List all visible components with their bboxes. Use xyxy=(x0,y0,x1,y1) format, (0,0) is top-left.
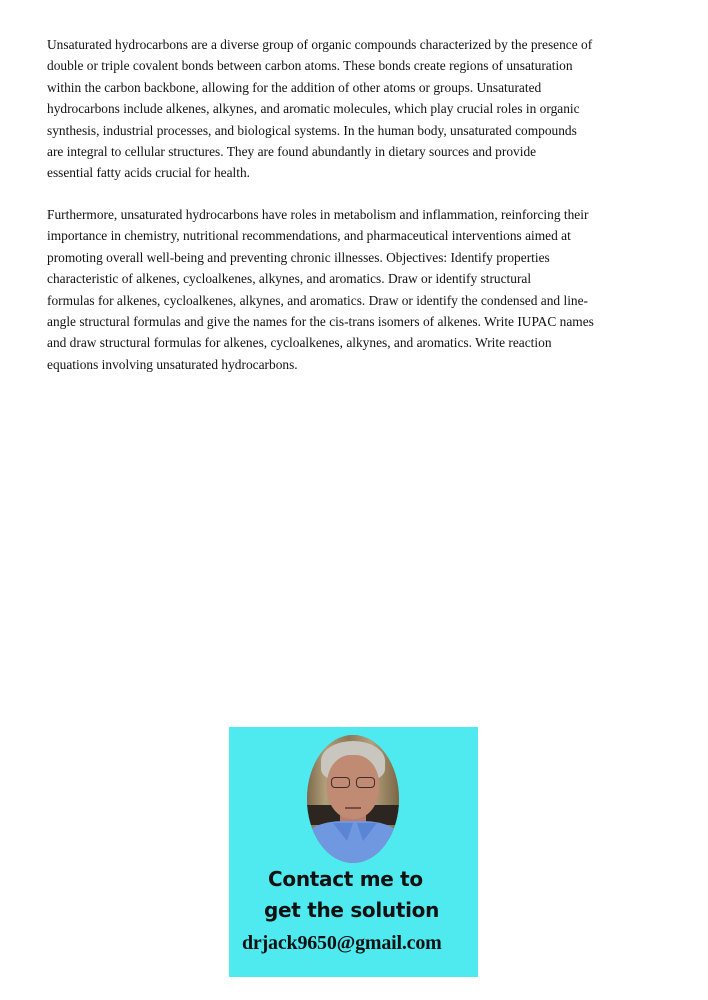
text-line: Unsaturated hydrocarbons are a diverse group of organic compounds characterized by the presence of xyxy=(47,37,593,52)
text-line: Furthermore, unsaturated hydrocarbons have roles in metabolism and inflammation, reinforcing their xyxy=(47,207,589,222)
contact-heading-line1: Contact me to xyxy=(268,867,423,891)
text-line: hydrocarbons include alkenes, alkynes, and aromatic molecules, which play crucial roles in organic xyxy=(47,101,580,117)
text-line: equations involving unsaturated hydrocarbons. xyxy=(47,356,298,372)
paragraph-objectives xyxy=(47,204,647,375)
text-line: angle structural formulas and give the names for the cis-trans isomers of alkenes. Write IUPAC names xyxy=(47,314,594,330)
text-line: synthesis, industrial processes, and biological systems. In the human body, unsaturated compounds xyxy=(47,122,577,138)
glasses-icon xyxy=(329,777,377,789)
text-line: importance in chemistry, nutritional recommendations, and pharmaceutical interventions aimed at xyxy=(47,228,571,244)
text-line: are integral to cellular structures. They are found abundantly in dietary sources and provide xyxy=(47,144,537,160)
text-line: within the carbon backbone, allowing for the addition of other atoms or groups. Unsaturated xyxy=(47,79,542,95)
person-portrait-icon xyxy=(307,735,399,863)
contact-heading-line2: get the solution xyxy=(264,898,440,922)
text-line: formulas for alkenes, cycloalkenes, alkynes, and aromatics. Draw or identify the condensed and line- xyxy=(47,292,589,308)
text-line: promoting overall well-being and preventing chronic illnesses. Objectives: Identify properties xyxy=(47,249,550,265)
text-line: characteristic of alkenes, cycloalkenes, alkynes, and aromatics. Draw or identify structural xyxy=(47,271,532,287)
contact-email[interactable]: drjack9650@gmail.com xyxy=(242,932,442,954)
paragraph-intro xyxy=(47,34,647,184)
text-line: essential fatty acids crucial for health. xyxy=(47,165,251,181)
contact-banner[interactable] xyxy=(229,727,478,977)
text-line: and draw structural formulas for alkenes, cycloalkenes, alkynes, and aromatics. Write reaction xyxy=(47,335,552,351)
text-line: double or triple covalent bonds between carbon atoms. These bonds create regions of unsaturation xyxy=(47,58,573,74)
